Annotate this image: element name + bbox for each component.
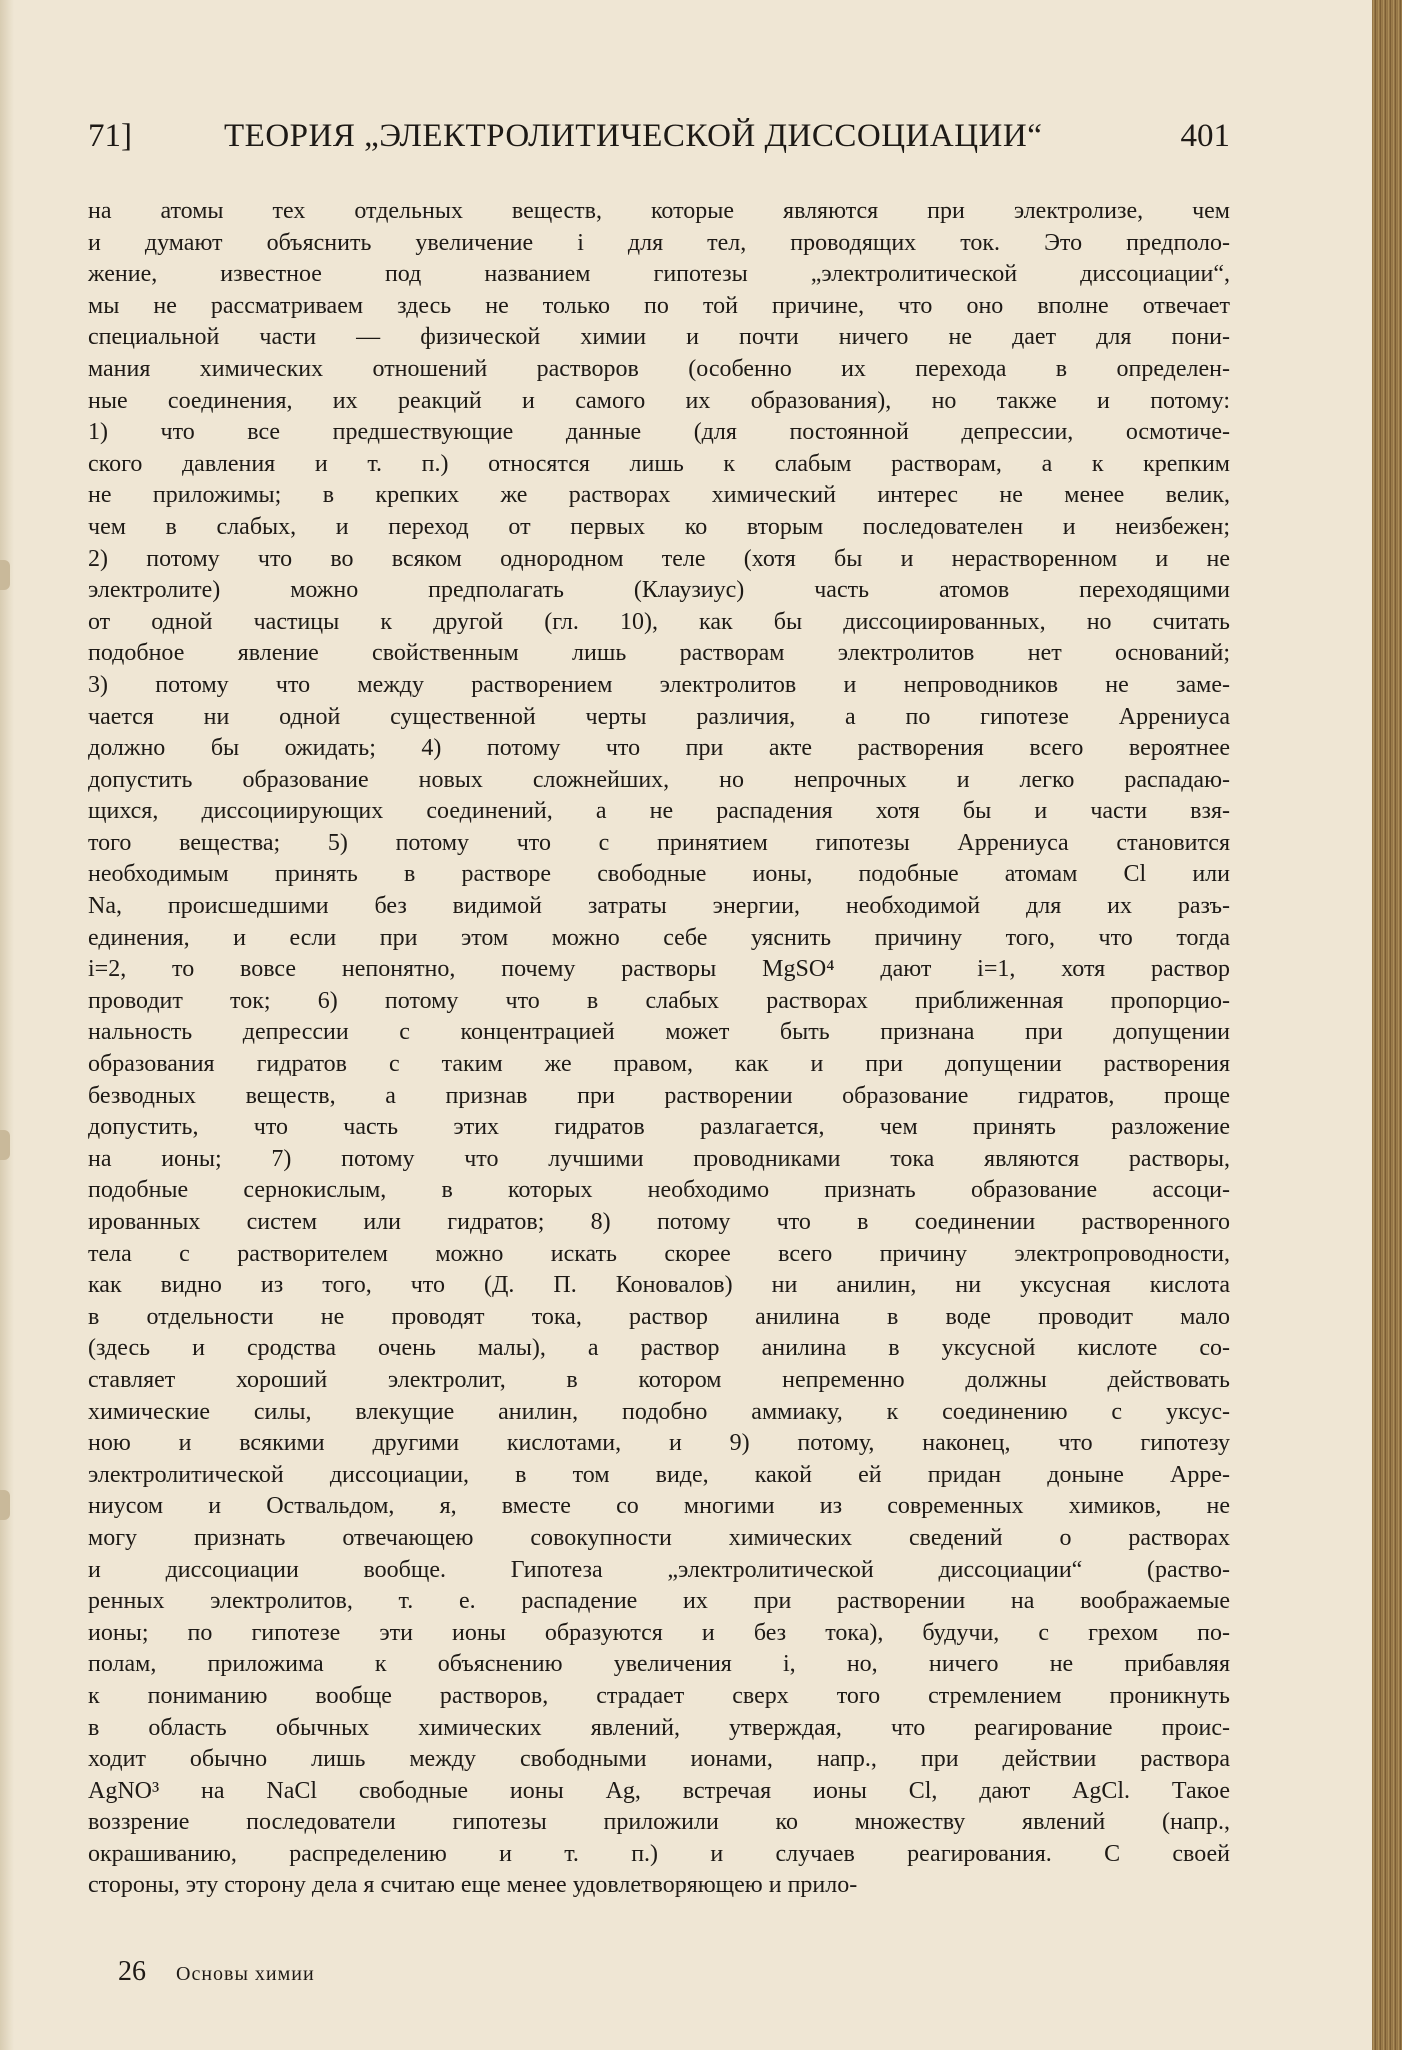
text-line: к пониманию вообще растворов, страдает сверх того стремлением проникнуть — [88, 1682, 1230, 1709]
text-line: могу признать отвечающею совокупности химических сведений о растворах — [88, 1524, 1230, 1551]
text-line: образования гидратов с таким же правом, как и при допущении растворения — [88, 1051, 1230, 1078]
text-line: от одной частицы к другой (гл. 10), как бы диссоциированных, но считать — [88, 608, 1230, 635]
book-title: Основы химии — [176, 1963, 315, 1985]
text-line: в область обычных химических явлений, утверждая, что реагирование проис- — [88, 1714, 1230, 1741]
text-line: AgNO³ на NaCl свободные ионы Ag, встречая ионы Cl, дают AgCl. Такое — [88, 1777, 1230, 1804]
body-text — [88, 196, 1230, 1902]
text-line: допустить образование новых сложнейших, но непрочных и легко распадаю- — [88, 766, 1230, 793]
text-line: тела с растворителем можно искать скорее всего причину электропроводности, — [88, 1240, 1230, 1267]
text-line: ированных систем или гидратов; 8) потому что в соединении растворенного — [88, 1209, 1230, 1235]
text-line: полам, приложима к объяснению увеличения i, но, ничего не прибавляя — [88, 1651, 1230, 1678]
text-line: i=2, то вовсе непонятно, почему растворы MgSO⁴ дают i=1, хотя раствор — [88, 956, 1230, 983]
binding-mark — [0, 560, 10, 590]
page-number: 401 — [1180, 118, 1230, 154]
text-line: чем в слабых, и переход от первых ко вторым последователен и неизбежен; — [88, 513, 1230, 540]
text-line: подобное явление свойственным лишь растворам электролитов нет оснований; — [88, 640, 1230, 667]
text-line: и диссоциации вообще. Гипотеза „электролитической диссоциации“ (раство- — [88, 1556, 1230, 1583]
text-line: единения, и если при этом можно себе уяснить причину того, что тогда — [88, 924, 1230, 951]
text-line: (здесь и сродства очень малы), а раствор анилина в уксусной кислоте со- — [88, 1335, 1230, 1362]
text-line: как видно из того, что (Д. П. Коновалов) ни анилин, ни уксусная кислота — [88, 1272, 1230, 1299]
text-line: 1) что все предшествующие данные (для постоянной депрессии, осмотиче- — [88, 419, 1230, 446]
text-line: Na, происшедшими без видимой затраты энергии, необходимой для их разъ- — [88, 893, 1230, 920]
page-gutter-shadow — [0, 0, 14, 2050]
text-line: не приложимы; в крепких же растворах химический интерес не менее велик, — [88, 482, 1230, 509]
text-line: чается ни одной существенной черты различия, а по гипотезе Аррениуса — [88, 703, 1230, 730]
running-title: ТЕОРИЯ „ЭЛЕКТРОЛИТИЧЕСКОЙ ДИССОЦИАЦИИ“ — [224, 118, 1043, 154]
text-line: нальность депрессии с концентрацией может быть признана при допущении — [88, 1019, 1230, 1046]
text-line: мания химических отношений растворов (особенно их перехода в определен- — [88, 355, 1230, 382]
text-line: на атомы тех отдельных веществ, которые являются при электролизе, чем — [88, 198, 1230, 224]
binding-mark — [0, 1130, 10, 1160]
text-line: воззрение последователи гипотезы приложили ко множеству явлений (напр., — [88, 1809, 1230, 1836]
text-line: окрашиванию, распределению и т. п.) и случаев реагирования. С своей — [88, 1840, 1230, 1867]
page-footer — [118, 1956, 315, 1988]
book-fore-edge — [1372, 0, 1402, 2050]
text-line: электролитической диссоциации, в том виде, какой ей придан доныне Арре- — [88, 1461, 1230, 1488]
text-line: того вещества; 5) потому что с принятием гипотезы Аррениуса становится — [88, 829, 1230, 856]
text-line: безводных веществ, а признав при растворении образование гидратов, проще — [88, 1082, 1230, 1109]
text-line: необходимым принять в растворе свободные ионы, подобные атомам Cl или — [88, 861, 1230, 888]
text-line: 2) потому что во всяком однородном теле (хотя бы и нерастворенном и не — [88, 545, 1230, 572]
binding-mark — [0, 1490, 10, 1520]
text-line: в отдельности не проводят тока, раствор анилина в воде проводит мало — [88, 1303, 1230, 1330]
text-line: допустить, что часть этих гидратов разлагается, чем принять разложение — [88, 1114, 1230, 1141]
running-header — [88, 118, 1230, 164]
signature-mark: 26 — [118, 1956, 146, 1987]
section-number: 71] — [88, 118, 132, 154]
text-line: электролите) можно предполагать (Клаузиус) часть атомов переходящими — [88, 577, 1230, 604]
text-line: ные соединения, их реакций и самого их образования), но также и потому: — [88, 387, 1230, 414]
text-line: ского давления и т. п.) относятся лишь к слабым растворам, а к крепким — [88, 450, 1230, 477]
text-line: на ионы; 7) потому что лучшими проводниками тока являются растворы, — [88, 1145, 1230, 1172]
text-line: проводит ток; 6) потому что в слабых растворах приближенная пропорцио- — [88, 987, 1230, 1014]
text-line: 3) потому что между растворением электролитов и непроводников не заме- — [88, 671, 1230, 698]
text-line: специальной части — физической химии и почти ничего не дает для пони- — [88, 324, 1230, 351]
text-line: щихся, диссоциирующих соединений, а не распадения хотя бы и части взя- — [88, 798, 1230, 825]
text-line: ставляет хороший электролит, в котором непременно должны действовать — [88, 1366, 1230, 1393]
text-line: мы не рассматриваем здесь не только по той причине, что оно вполне отвечает — [88, 292, 1230, 319]
text-line: химические силы, влекущие анилин, подобно аммиаку, к соединению с уксус- — [88, 1398, 1230, 1425]
text-line: ниусом и Оствальдом, я, вместе со многими из современных химиков, не — [88, 1493, 1230, 1520]
text-line: и думают объяснить увеличение i для тел, проводящих ток. Это предполо- — [88, 229, 1230, 256]
text-line: стороны, эту сторону дела я считаю еще менее удовлетворяющею и прило- — [88, 1872, 858, 1899]
text-line: ионы; по гипотезе эти ионы образуются и без тока), будучи, с грехом по- — [88, 1619, 1230, 1646]
text-line: ренных электролитов, т. е. распадение их при растворении на воображаемые — [88, 1588, 1230, 1615]
text-line: подобные сернокислым, в которых необходимо признать образование ассоци- — [88, 1177, 1230, 1204]
text-line: ходит обычно лишь между свободными ионами, напр., при действии раствора — [88, 1746, 1230, 1773]
text-line: жение, известное под названием гипотезы „электролитической диссоциации“, — [88, 261, 1230, 288]
text-line: должно бы ожидать; 4) потому что при акте растворения всего вероятнее — [88, 735, 1230, 762]
text-line: ною и всякими другими кислотами, и 9) потому, наконец, что гипотезу — [88, 1430, 1230, 1457]
